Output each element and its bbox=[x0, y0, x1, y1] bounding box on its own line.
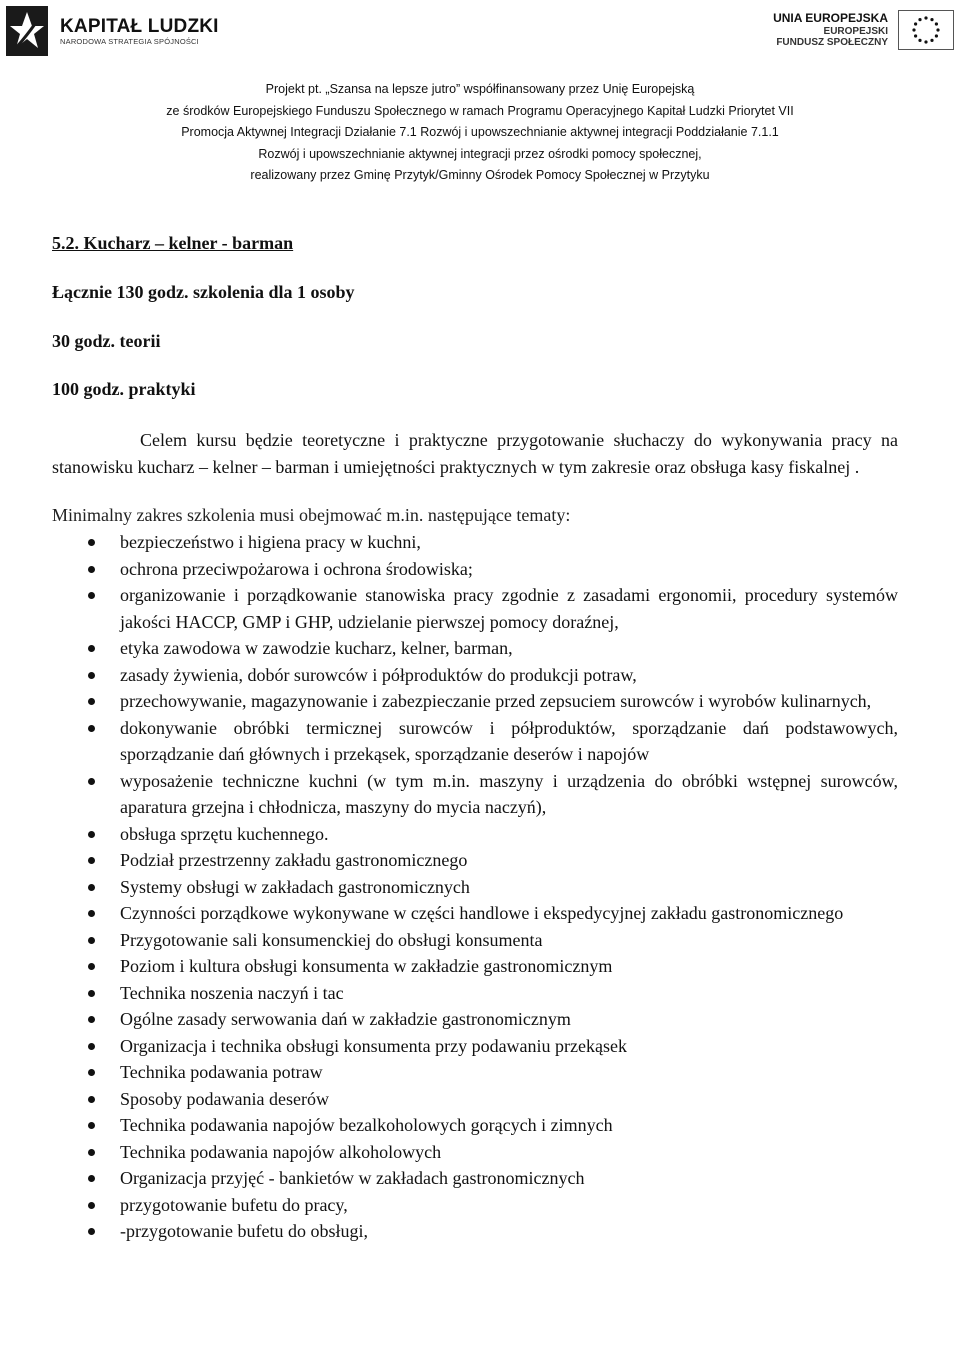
list-item: Czynności porządkowe wykonywane w części handlowe i ekspedycyjnej zakładu gastronomicznego bbox=[52, 900, 898, 927]
list-item: ochrona przeciwpożarowa i ochrona środowiska; bbox=[52, 556, 898, 583]
list-item: zasady żywienia, dobór surowców i półproduktów do produkcji potraw, bbox=[52, 662, 898, 689]
list-item: Technika podawania napojów bezalkoholowych gorących i zimnych bbox=[52, 1112, 898, 1139]
eu-logo bbox=[773, 10, 954, 50]
bullet-icon bbox=[88, 645, 95, 652]
kapital-ludzki-logo bbox=[6, 6, 219, 56]
project-line: realizowany przez Gminę Przytyk/Gminny Ośrodek Pomocy Społecznej w Przytyku bbox=[250, 168, 710, 182]
course-goal-paragraph: Celem kursu będzie teoretyczne i praktyczne przygotowanie słuchaczy do wykonywania pracy na stanowisku kucharz – kelner – barman i umiejętności praktycznych w tym zakresie oraz obsługa kasy fiskalnej . bbox=[52, 430, 898, 477]
bullet-icon bbox=[88, 990, 95, 997]
list-item: obsługa sprzętu kuchennego. bbox=[52, 821, 898, 848]
list-item: Sposoby podawania deserów bbox=[52, 1086, 898, 1113]
list-item: Organizacja przyjęć - bankietów w zakładach gastronomicznych bbox=[52, 1165, 898, 1192]
project-line: Projekt pt. „Szansa na lepsze jutro” współfinansowany przez Unię Europejską bbox=[265, 82, 695, 96]
list-item: -przygotowanie bufetu do obsługi, bbox=[52, 1218, 898, 1245]
list-item: etyka zawodowa w zawodzie kucharz, kelner, barman, bbox=[52, 635, 898, 662]
list-item: Technika noszenia naczyń i tac bbox=[52, 980, 898, 1007]
eu-title: UNIA EUROPEJSKA bbox=[773, 11, 888, 26]
bullet-icon bbox=[88, 937, 95, 944]
bullet-icon bbox=[88, 1096, 95, 1103]
bullet-icon bbox=[88, 725, 95, 732]
bullet-icon bbox=[88, 831, 95, 838]
project-line: Promocja Aktywnej Integracji Działanie 7.1 Rozwój i upowszechnianie aktywnej integracji Poddziałanie 7.1.1 bbox=[181, 125, 779, 139]
kapital-ludzki-subtitle: NARODOWA STRATEGIA SPÓJNOŚCI bbox=[60, 36, 199, 46]
list-item: Technika podawania potraw bbox=[52, 1059, 898, 1086]
bullet-icon bbox=[88, 1149, 95, 1156]
list-item: organizowanie i porządkowanie stanowiska pracy zgodnie z zasadami ergonomii, procedury systemów jakości HACCP, GMP i GHP, udzielanie pierwszej pomocy doraźnej, bbox=[52, 582, 898, 635]
total-hours: Łącznie 130 godz. szkolenia dla 1 osoby bbox=[52, 282, 355, 302]
bullet-icon bbox=[88, 910, 95, 917]
project-line: Rozwój i upowszechnianie aktywnej integracji przez ośrodki pomocy społecznej, bbox=[258, 146, 702, 161]
project-info bbox=[0, 79, 960, 187]
bullet-icon bbox=[88, 1202, 95, 1209]
bullet-icon bbox=[88, 778, 95, 785]
bullet-icon bbox=[88, 1175, 95, 1182]
kapital-ludzki-title: KAPITAŁ LUDZKI bbox=[60, 15, 219, 37]
bullet-icon bbox=[88, 884, 95, 891]
bullet-icon bbox=[88, 963, 95, 970]
bullet-icon bbox=[88, 1016, 95, 1023]
bullet-icon bbox=[88, 1228, 95, 1235]
list-item: dokonywanie obróbki termicznej surowców i półproduktów, sporządzanie dań podstawowych, sporządzanie dań głównych i przekąsek, sporządzanie deserów i napojów bbox=[52, 715, 898, 768]
bullet-icon bbox=[88, 1069, 95, 1076]
list-item: przygotowanie bufetu do pracy, bbox=[52, 1192, 898, 1219]
section-heading: 5.2. Kucharz – kelner - barman bbox=[52, 233, 294, 253]
list-item: bezpieczeństwo i higiena pracy w kuchni, bbox=[52, 529, 898, 556]
list-item: wyposażenie techniczne kuchni (w tym m.in. maszyny i urządzenia do obróbki wstępnej surowców, aparatura grzejna i chłodnicza, maszyny do mycia naczyń), bbox=[52, 768, 898, 821]
bullet-icon bbox=[88, 539, 95, 546]
bullet-icon bbox=[88, 592, 95, 599]
bullet-icon bbox=[88, 857, 95, 864]
bullet-icon bbox=[88, 566, 95, 573]
bullet-icon bbox=[88, 1043, 95, 1050]
theory-hours: 30 godz. teorii bbox=[52, 331, 161, 351]
project-line: ze środków Europejskiego Funduszu Społecznego w ramach Programu Operacyjnego Kapitał Ludzki Priorytet VII bbox=[166, 103, 794, 118]
list-item: Technika podawania napojów alkoholowych bbox=[52, 1139, 898, 1166]
list-item: Poziom i kultura obsługi konsumenta w zakładzie gastronomicznym bbox=[52, 953, 898, 980]
list-item: Podział przestrzenny zakładu gastronomicznego bbox=[52, 847, 898, 874]
eu-fund-line-1: EUROPEJSKI bbox=[823, 25, 888, 37]
list-item: Organizacja i technika obsługi konsumenta przy podawaniu przekąsek bbox=[52, 1033, 898, 1060]
bullet-icon bbox=[88, 1122, 95, 1129]
bullet-icon bbox=[88, 672, 95, 679]
kapital-ludzki-icon bbox=[6, 6, 48, 56]
list-item: przechowywanie, magazynowanie i zabezpieczanie przed zepsuciem surowców i wyrobów kulinarnych, bbox=[52, 688, 898, 715]
list-item: Systemy obsługi w zakładach gastronomicznych bbox=[52, 874, 898, 901]
eu-fund-line-2: FUNDUSZ SPOŁECZNY bbox=[776, 36, 888, 48]
topics-list bbox=[52, 529, 898, 1245]
bullet-icon bbox=[88, 698, 95, 705]
topics-intro: Minimalny zakres szkolenia musi obejmować m.in. następujące tematy: bbox=[52, 505, 571, 525]
list-item: Przygotowanie sali konsumenckiej do obsługi konsumenta bbox=[52, 927, 898, 954]
eu-flag-icon bbox=[898, 10, 954, 50]
practice-hours: 100 godz. praktyki bbox=[52, 379, 196, 399]
list-item: Ogólne zasady serwowania dań w zakładzie gastronomicznym bbox=[52, 1006, 898, 1033]
